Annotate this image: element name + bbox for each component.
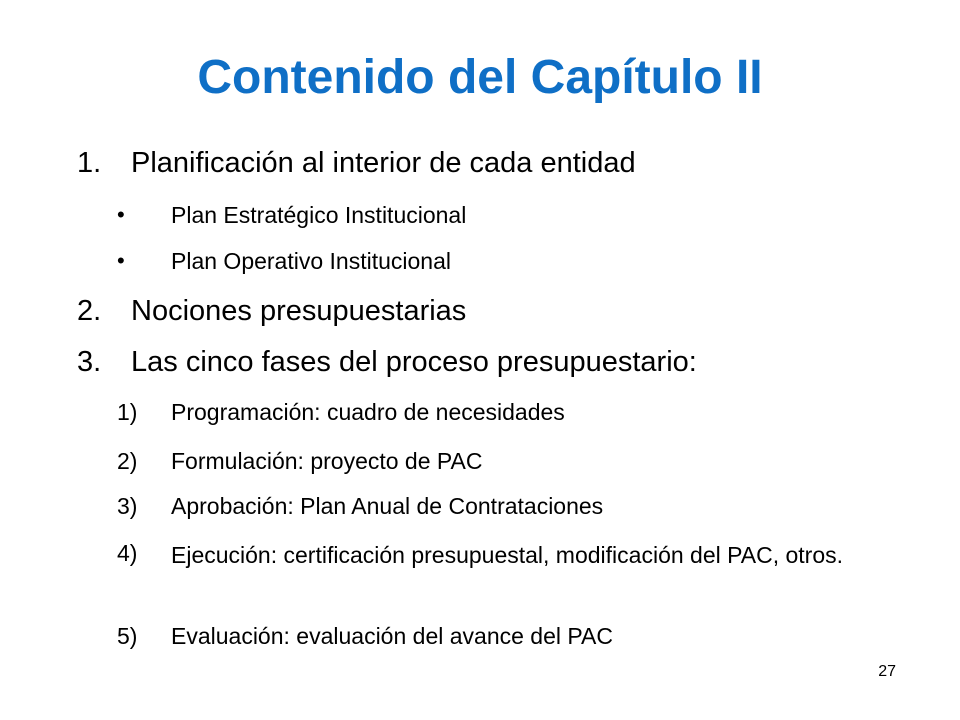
phase-text: Evaluación: evaluación del avance del PAC: [171, 623, 613, 649]
slide-title: Contenido del Capítulo II: [197, 51, 763, 104]
phase-number: 1): [117, 399, 138, 425]
phase-text: Ejecución: certificación presupuestal, modificación del PAC, otros.: [171, 542, 844, 568]
phase-text: Formulación: proyecto de PAC: [171, 448, 483, 474]
bullet-icon: •: [117, 202, 125, 227]
list-number: 1.: [77, 147, 102, 179]
list-number: 3.: [77, 346, 102, 378]
list-item-text: Nociones presupuestarias: [131, 295, 467, 327]
phase-number: 2): [117, 448, 138, 474]
phase-number: 3): [117, 493, 138, 519]
bullet-icon: •: [117, 248, 125, 273]
list-item-text: Planificación al interior de cada entidad: [131, 147, 636, 179]
phase-text: Aprobación: Plan Anual de Contrataciones: [171, 493, 604, 519]
list-item-text: Las cinco fases del proceso presupuestario:: [131, 346, 697, 378]
slide-number: 27: [878, 663, 896, 680]
sub-bullet-text: Plan Estratégico Institucional: [171, 202, 467, 228]
list-number: 2.: [77, 295, 102, 327]
phase-text: Programación: cuadro de necesidades: [171, 399, 565, 425]
phase-number: 5): [117, 623, 138, 649]
sub-bullet-text: Plan Operativo Institucional: [171, 248, 451, 274]
phase-number: 4): [117, 540, 138, 566]
